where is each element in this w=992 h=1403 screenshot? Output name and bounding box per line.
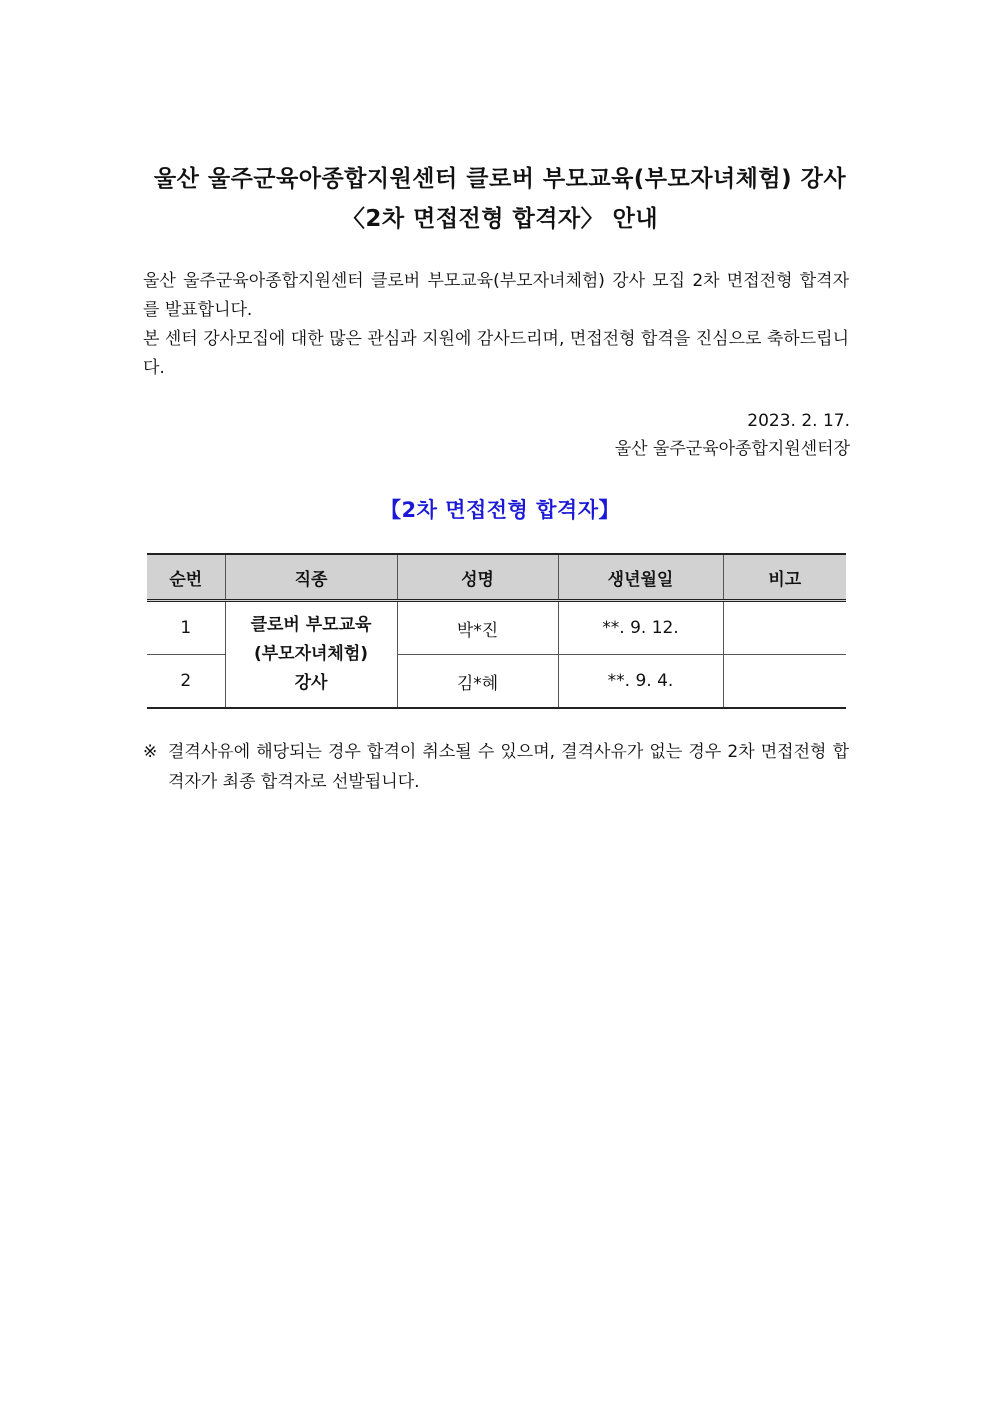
header-note: 비고 — [723, 554, 846, 601]
header-job-type: 직종 — [225, 554, 397, 601]
footnote-text: 결격사유에 해당되는 경우 합격이 취소될 수 있으며, 결격사유가 없는 경우 2차 면접전형 합격자가 최종 합격자로 선발됩니다. — [168, 742, 849, 792]
issuer-name: 울산 울주군육아종합지원센터장 — [614, 439, 850, 459]
cell-note — [723, 655, 846, 709]
job-type-line: (부모자녀체험) — [253, 644, 369, 664]
job-type-line: 강사 — [294, 673, 328, 693]
cell-birth-date: **. 9. 12. — [558, 601, 723, 655]
job-type-line: 클로버 부모교육 — [250, 615, 372, 635]
cell-name: 김*혜 — [397, 655, 558, 709]
document-title-line2: 〈2차 면접전형 합격자〉 안내 — [341, 206, 659, 232]
header-name: 성명 — [397, 554, 558, 601]
footnote — [143, 737, 849, 797]
cell-name: 박*진 — [397, 601, 558, 655]
section-title: 【2차 면접전형 합격자】 — [379, 498, 621, 522]
announcement-date: 2023. 2. 17. — [747, 411, 850, 431]
cell-job-type — [225, 601, 397, 709]
announcement-body — [143, 267, 849, 383]
announcement-paragraph-2: 본 센터 강사모집에 대한 많은 관심과 지원에 감사드리며, 면접전형 합격을 진심으로 축하드립니다. — [143, 329, 849, 378]
table-row — [147, 601, 846, 655]
header-birth-date: 생년월일 — [558, 554, 723, 601]
cell-note — [723, 601, 846, 655]
cell-no: 1 — [147, 601, 225, 655]
header-no: 순번 — [147, 554, 225, 601]
reference-mark-icon: ※ — [143, 742, 158, 762]
signature-block — [615, 407, 850, 463]
cell-no: 2 — [147, 655, 225, 709]
cell-birth-date: **. 9. 4. — [558, 655, 723, 709]
table-header-row — [147, 554, 846, 601]
result-table — [147, 553, 846, 709]
announcement-paragraph-1: 울산 울주군육아종합지원센터 클로버 부모교육(부모자녀체험) 강사 모집 2차 면접전형 합격자를 발표합니다. — [143, 271, 849, 320]
document-title-line1: 울산 울주군육아종합지원센터 클로버 부모교육(부모자녀체험) 강사 — [153, 166, 847, 192]
